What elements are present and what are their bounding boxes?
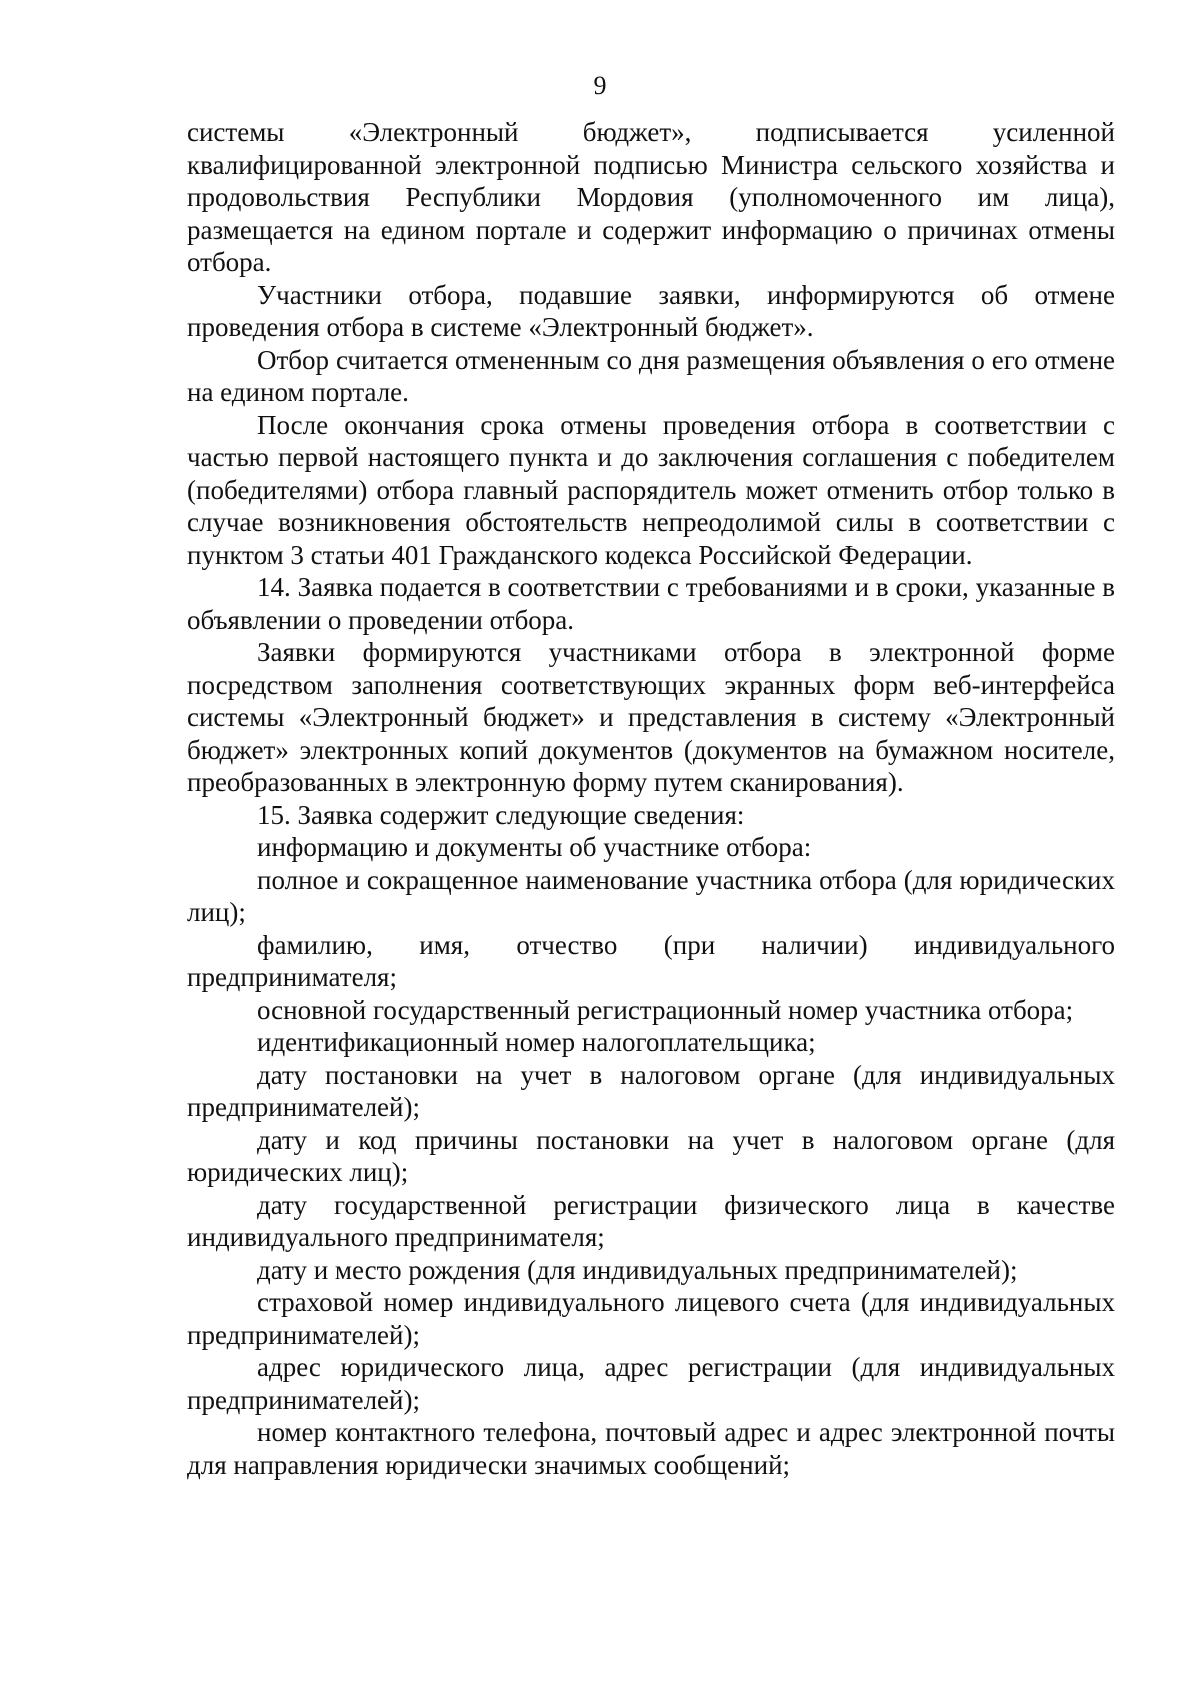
paragraph-item-15: 15. Заявка содержит следующие сведения:: [257, 799, 745, 830]
list-item: идентификационный номер налогоплательщика;: [257, 1027, 816, 1057]
list-item: номер контактного телефона, почтовый адрес и адрес электронной почты для направления юридически значимых сообщений;: [187, 1417, 1115, 1480]
page-number: 9: [593, 71, 607, 100]
list-item: дату государственной регистрации физического лица в качестве индивидуального предпринимателя;: [187, 1189, 1115, 1252]
list-item: дату и код причины постановки на учет в налоговом органе (для юридических лиц);: [187, 1124, 1115, 1187]
paragraph: Заявки формируются участниками отбора в электронной форме посредством заполнения соответствующих экранных форм веб-интерфейса системы «Электронный бюджет» и представления в систему «Электронный бюджет» электронных копий документов (документов на бумажном носителе, преобразованных в электронную форму путем сканирования).: [187, 637, 1115, 797]
list-item: дату и место рождения (для индивидуальных предпринимателей);: [257, 1254, 1018, 1285]
paragraph: информацию и документы об участнике отбора:: [257, 832, 812, 862]
list-item: страховой номер индивидуального лицевого счета (для индивидуальных предпринимателей);: [187, 1287, 1115, 1350]
paragraph-continuation: системы «Электронный бюджет», подписывается усиленной квалифицированной электронной подписью Министра сельского хозяйства и продовольствия Республики Мордовия (уполномоченного им лица), размещается на едином портале и содержит информацию о причинах отмены отбора.: [187, 117, 1115, 277]
paragraph: После окончания срока отмены проведения отбора в соответствии с частью первой настоящего пункта и до заключения соглашения с победителем (победителями) отбора главный распорядитель может отменить отбор только в случае возникновения обстоятельств непреодолимой силы в соответствии с пунктом 3 статьи 401 Гражданского кодекса Российской Федерации.: [187, 409, 1115, 570]
list-item: основной государственный регистрационный номер участника отбора;: [257, 994, 1074, 1025]
paragraph-item-14: 14. Заявка подается в соответствии с требованиями и в сроки, указанные в объявлении о проведении отбора.: [187, 572, 1115, 635]
document-body: [187, 116, 1115, 1481]
list-item: фамилию, имя, отчество (при наличии) индивидуального предпринимателя;: [187, 929, 1115, 992]
paragraph: Участники отбора, подавшие заявки, информируются об отмене проведения отбора в системе «Электронный бюджет».: [187, 279, 1115, 342]
list-item: адрес юридического лица, адрес регистрации (для индивидуальных предпринимателей);: [187, 1352, 1115, 1415]
list-item: полное и сокращенное наименование участника отбора (для юридических лиц);: [187, 864, 1115, 927]
list-item: дату постановки на учет в налоговом органе (для индивидуальных предпринимателей);: [187, 1059, 1115, 1122]
paragraph: Отбор считается отмененным со дня размещения объявления о его отмене на едином портале.: [187, 344, 1115, 407]
